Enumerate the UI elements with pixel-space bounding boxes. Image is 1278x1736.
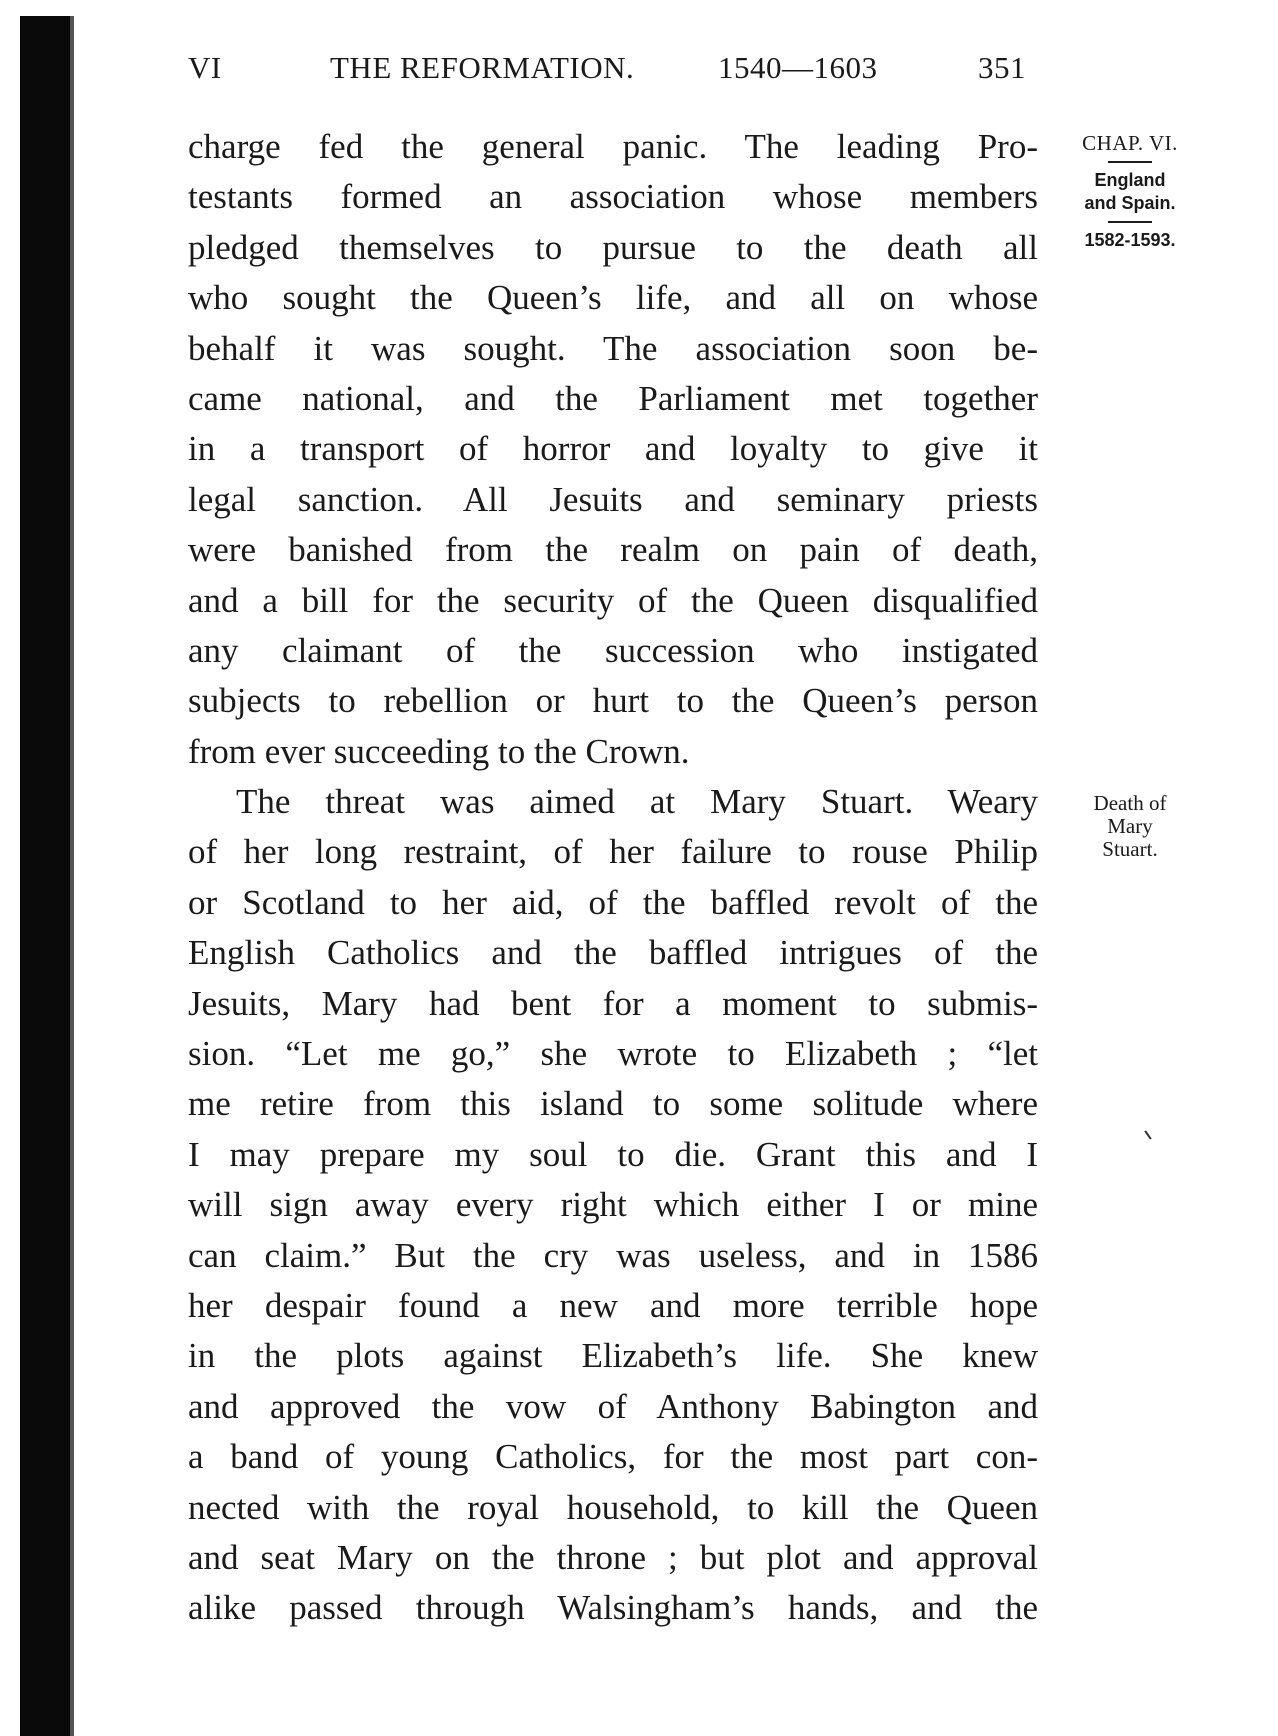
book-binding-edge bbox=[20, 16, 70, 1736]
binding-shadow bbox=[70, 16, 74, 1736]
text-line: alike passed through Walsingham’s hands, and the bbox=[188, 1588, 1038, 1628]
text-line: a band of young Catholics, for the most part con- bbox=[188, 1437, 1038, 1477]
text-line: I may prepare my soul to die. Grant this and I bbox=[188, 1134, 1038, 1174]
header-title: THE REFORMATION. bbox=[330, 50, 635, 85]
text-line: pledged themselves to pursue to the death all bbox=[188, 227, 1038, 267]
side-note-topic bbox=[1060, 792, 1200, 861]
side-note-divider bbox=[1108, 161, 1152, 163]
text-line: her despair found a new and more terrible hope bbox=[188, 1285, 1038, 1325]
header-years: 1540—1603 bbox=[718, 50, 878, 85]
text-line: legal sanction. All Jesuits and seminary priests bbox=[188, 479, 1038, 519]
text-line: me retire from this island to some solitude where bbox=[188, 1084, 1038, 1124]
text-line: sion. “Let me go,” she wrote to Elizabeth ; “let bbox=[188, 1034, 1038, 1074]
text-line: will sign away every right which either I or mine bbox=[188, 1185, 1038, 1225]
text-line: can claim.” But the cry was useless, and in 1586 bbox=[188, 1235, 1038, 1275]
side-note-chap-label: CHAP. VI. bbox=[1082, 131, 1178, 155]
text-line: came national, and the Parliament met together bbox=[188, 378, 1038, 418]
text-line: testants formed an association whose members bbox=[188, 177, 1038, 217]
text-line: any claimant of the succession who instigated bbox=[188, 630, 1038, 670]
side-note-chapter bbox=[1060, 132, 1200, 252]
header-chapter-number: VI bbox=[188, 50, 222, 85]
side-note-section-line2: and Spain. bbox=[1084, 193, 1176, 213]
text-line: from ever succeeding to the Crown. bbox=[188, 731, 690, 771]
print-speck bbox=[1144, 1130, 1151, 1139]
paragraph-start-line: The threat was aimed at Mary Stuart. Weary bbox=[236, 782, 1038, 822]
text-line: of her long restraint, of her failure to rouse Philip bbox=[188, 832, 1038, 872]
side-note-topic-line3: Stuart. bbox=[1102, 837, 1158, 861]
text-line: in a transport of horror and loyalty to give it bbox=[188, 429, 1038, 469]
text-line: who sought the Queen’s life, and all on whose bbox=[188, 278, 1038, 318]
main-text bbox=[188, 122, 1038, 1634]
text-line: or Scotland to her aid, of the baffled revolt of the bbox=[188, 882, 1038, 922]
side-note-topic-line2: Mary bbox=[1107, 814, 1153, 838]
text-line: and approved the vow of Anthony Babington and bbox=[188, 1386, 1038, 1426]
text-line: Jesuits, Mary had bent for a moment to submis- bbox=[188, 983, 1038, 1023]
text-line: and seat Mary on the throne ; but plot and approval bbox=[188, 1537, 1038, 1577]
running-header bbox=[188, 50, 1038, 94]
text-line: charge fed the general panic. The leading Pro- bbox=[188, 127, 1038, 166]
text-line: subjects to rebellion or hurt to the Queen’s person bbox=[188, 681, 1038, 721]
text-line: in the plots against Elizabeth’s life. She knew bbox=[188, 1336, 1038, 1376]
side-note-topic-line1: Death of bbox=[1093, 791, 1167, 815]
page-number: 351 bbox=[978, 50, 1026, 85]
text-line: English Catholics and the baffled intrigues of the bbox=[188, 933, 1038, 973]
text-line: nected with the royal household, to kill the Queen bbox=[188, 1487, 1038, 1527]
side-note-date-range: 1582-1593. bbox=[1084, 230, 1176, 250]
text-line: behalf it was sought. The association soon be- bbox=[188, 328, 1038, 368]
text-line: were banished from the realm on pain of death, bbox=[188, 530, 1038, 570]
side-note-section-line1: England bbox=[1094, 170, 1166, 190]
side-note-divider bbox=[1108, 221, 1152, 223]
text-line: and a bill for the security of the Queen disqualified bbox=[188, 580, 1038, 620]
